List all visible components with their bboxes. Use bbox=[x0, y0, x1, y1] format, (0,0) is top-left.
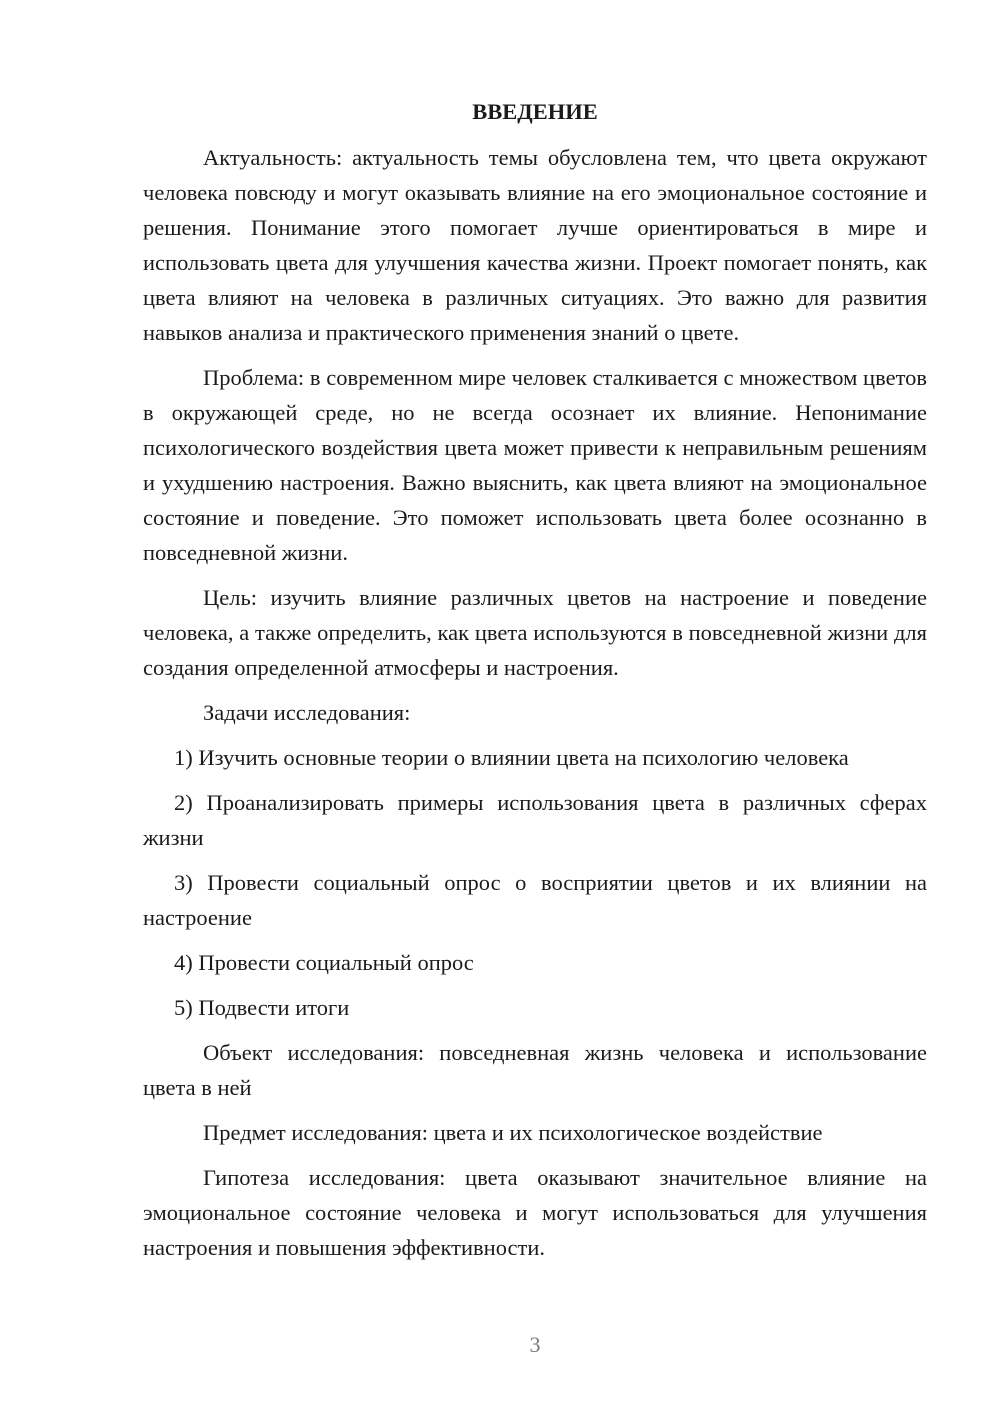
task-item-4: 4) Провести социальный опрос bbox=[174, 950, 474, 975]
page-number: 3 bbox=[529, 1332, 541, 1357]
object-paragraph: Объект исследования: повседневная жизнь человека и использование цвета в ней bbox=[143, 1040, 927, 1100]
relevance-paragraph: Актуальность: актуальность темы обусловлена тем, что цвета окружают человека повсюду и могут оказывать влияние на его эмоциональное состояние и решения. Понимание этого помогает лучше ориентироваться в мире и использовать цвета для улучшения качества жизни. Проект помогает понять, как цвета влияют на человека в различных ситуациях. Это важно для развития навыков анализа и практического применения знаний о цвете. bbox=[143, 145, 927, 345]
task-item-1: 1) Изучить основные теории о влиянии цвета на психологию человека bbox=[174, 745, 849, 770]
subject-paragraph: Предмет исследования: цвета и их психологическое воздействие bbox=[203, 1120, 823, 1145]
hypothesis-paragraph: Гипотеза исследования: цвета оказывают значительное влияние на эмоциональное состояние человека и могут использоваться для улучшения настроения и повышения эффективности. bbox=[143, 1165, 927, 1260]
problem-paragraph: Проблема: в современном мире человек сталкивается с множеством цветов в окружающей среде, но не всегда осознает их влияние. Непонимание психологического воздействия цвета может привести к неправильным решениям и ухудшению настроения. Важно выяснить, как цвета влияют на эмоциональное состояние и поведение. Это поможет использовать цвета более осознанно в повседневной жизни. bbox=[143, 365, 927, 565]
task-item-3: 3) Провести социальный опрос о восприятии цветов и их влиянии на настроение bbox=[143, 870, 927, 930]
task-item-2: 2) Проанализировать примеры использования цвета в различных сферах жизни bbox=[143, 790, 927, 850]
goal-paragraph: Цель: изучить влияние различных цветов на настроение и поведение человека, а также определить, как цвета используются в повседневной жизни для создания определенной атмосферы и настроения. bbox=[143, 585, 927, 680]
tasks-heading: Задачи исследования: bbox=[203, 700, 411, 725]
task-item-5: 5) Подвести итоги bbox=[174, 995, 350, 1020]
document-body bbox=[143, 94, 927, 1275]
section-title: ВВЕДЕНИЕ bbox=[472, 99, 598, 124]
